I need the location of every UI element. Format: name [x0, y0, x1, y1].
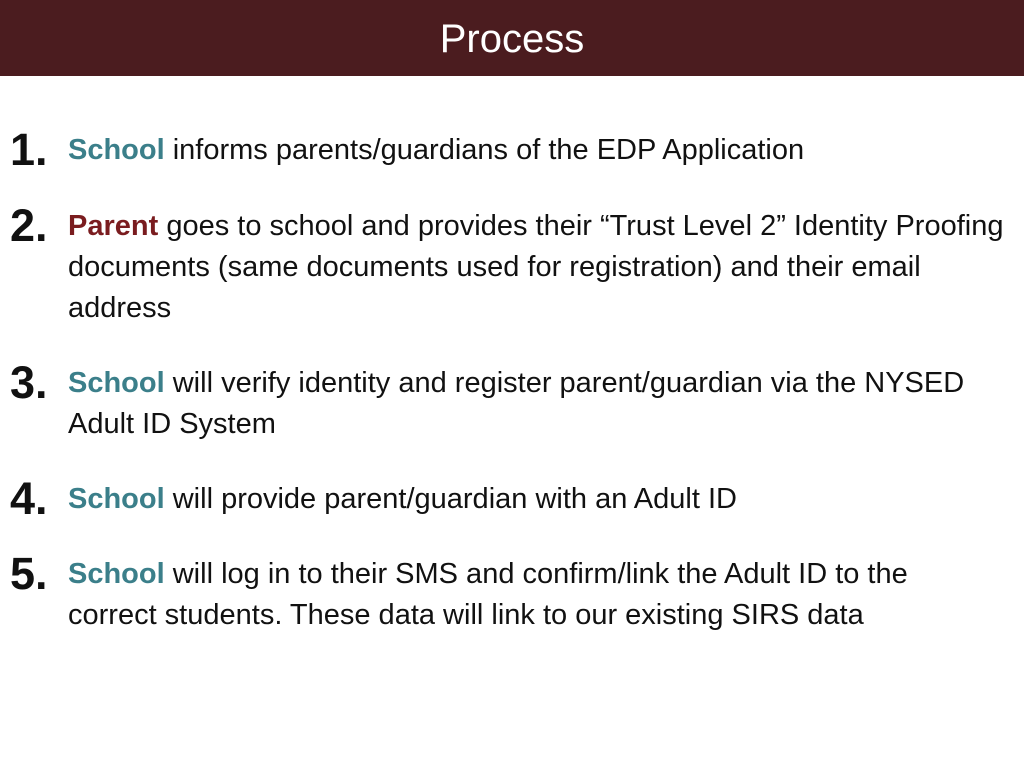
step-text: will verify identity and register parent/guardian via the NYSED Adult ID System	[68, 367, 965, 440]
title-bar	[0, 0, 1024, 76]
step-number: 4.	[10, 473, 48, 524]
step-number: 1.	[10, 124, 48, 175]
step-text: goes to school and provides their “Trust Level 2” Identity Proofing documents (same documents used for registration) and their email address	[68, 210, 1004, 324]
step-text: will log in to their SMS and confirm/link the Adult ID to the correct students. These data will link to our existing SIRS data	[68, 558, 908, 631]
process-step-1	[0, 124, 1024, 175]
step-number: 2.	[10, 200, 48, 251]
step-actor: School	[68, 367, 173, 399]
step-number: 3.	[10, 357, 48, 408]
process-steps-list	[0, 124, 1024, 671]
process-step-3	[0, 357, 1024, 445]
step-text: will provide parent/guardian with an Adult ID	[172, 483, 737, 515]
step-actor: School	[68, 483, 173, 515]
step-actor: School	[68, 558, 173, 590]
step-number: 5.	[10, 548, 48, 599]
step-actor: Parent	[68, 210, 167, 242]
process-step-4	[0, 473, 1024, 524]
step-actor: School	[68, 134, 173, 166]
process-step-2	[0, 200, 1024, 329]
step-text: informs parents/guardians of the EDP Application	[172, 134, 805, 166]
process-step-5	[0, 548, 1024, 636]
slide-title: Process	[439, 17, 585, 61]
